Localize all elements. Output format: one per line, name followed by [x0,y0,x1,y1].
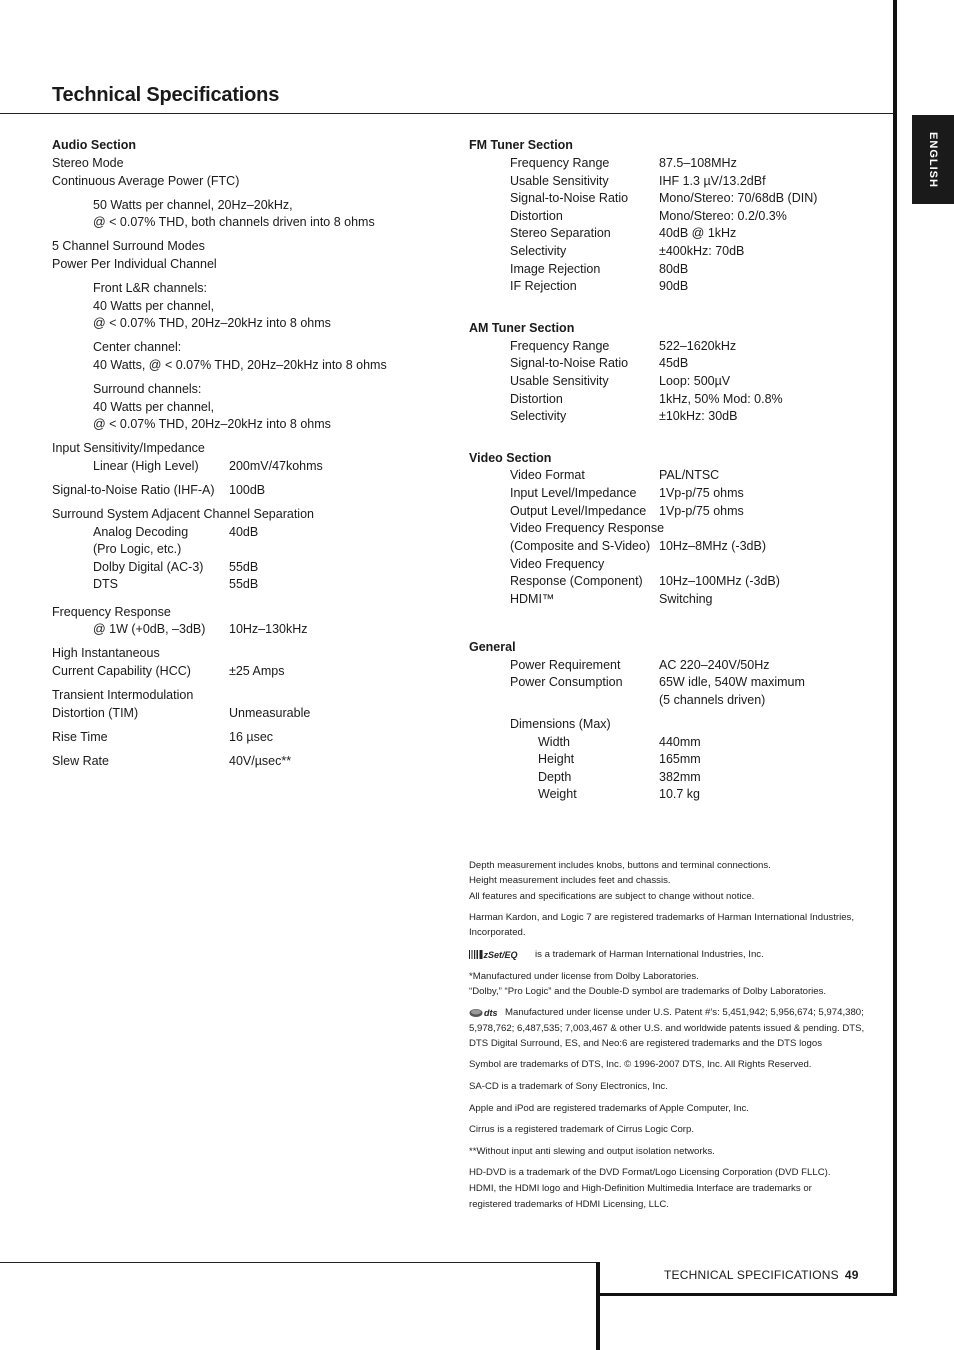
footnote: Cirrus is a registered trademark of Cirrus Logic Corp. [469,1124,694,1135]
spec-value: 1Vp-p/75 ohms [659,504,744,518]
spec-label: Video Frequency Response [510,521,665,535]
spec-label: Response (Component) [510,574,643,588]
footnote: SA-CD is a trademark of Sony Electronics, Inc. [469,1081,668,1092]
spec-label: Input Sensitivity/Impedance [52,441,205,455]
spec-value: 10Hz–130kHz [229,622,308,636]
footnote-text: Manufactured under license under U.S. Patent #’s: 5,451,942; 5,956,674; 5,974,380; [505,1007,864,1018]
am-heading: AM Tuner Section [469,321,575,335]
spec-label: Usable Sensitivity [510,174,609,188]
spec-label: Dimensions (Max) [510,717,611,731]
spec-label: Signal-to-Noise Ratio (IHF-A) [52,483,215,497]
spec-detail: Surround channels: [93,382,202,396]
spec-label: Selectivity [510,244,567,258]
spec-label: Usable Sensitivity [510,374,609,388]
svg-text:dts: dts [484,1007,498,1018]
spec-label: Distortion [510,392,563,406]
spec-value: Switching [659,592,713,606]
spec-value: 90dB [659,279,689,293]
spec-value: 1kHz, 50% Mod: 0.8% [659,392,783,406]
spec-label: Selectivity [510,409,567,423]
spec-value: 65W idle, 540W maximum [659,675,805,689]
spec-label: (Pro Logic, etc.) [93,542,182,556]
spec-detail: 40 Watts per channel, [93,400,215,414]
general-heading: General [469,640,516,654]
spec-value: 87.5–108MHz [659,156,737,170]
spec-label: Power Consumption [510,675,623,689]
spec-value: Unmeasurable [229,706,311,720]
spec-label: Frequency Response [52,605,171,619]
spec-value: 16 µsec [229,730,274,744]
fm-heading: FM Tuner Section [469,138,573,152]
footnote: Symbol are trademarks of DTS, Inc. © 1996-2007 DTS, Inc. All Rights Reserved. [469,1059,812,1070]
spec-value: ±10kHz: 30dB [659,409,738,423]
footer-bar-horizontal [596,1293,897,1296]
spec-value: 55dB [229,560,259,574]
spec-label: Analog Decoding [93,525,189,539]
spec-value: 200mV/47kohms [229,459,323,473]
spec-value: 1Vp-p/75 ohms [659,486,744,500]
top-rule [0,113,894,114]
spec-label: Continuous Average Power (FTC) [52,174,240,188]
footnote: All features and specifications are subject to change without notice. [469,891,755,902]
footnote: 5,978,762; 6,487,535; 7,003,467 & other U.S. and worldwide patents issued & pending. DTS, [469,1023,865,1034]
spec-label: Linear (High Level) [93,459,199,473]
spec-value: Loop: 500µV [659,374,731,388]
footnote: Height measurement includes feet and chassis. [469,875,671,886]
spec-value: 10Hz–8MHz (-3dB) [659,539,766,553]
spec-detail: @ < 0.07% THD, 20Hz–20kHz into 8 ohms [93,316,331,330]
footnote: registered trademarks of HDMI Licensing, LLC. [469,1199,669,1210]
spec-value: 40dB @ 1kHz [659,226,737,240]
spec-label: Stereo Separation [510,226,611,240]
footnote-text: is a trademark of Harman International Industries, Inc. [535,949,764,960]
footer-label: TECHNICAL SPECIFICATIONS [664,1268,839,1282]
bottom-rule [0,1262,598,1263]
spec-label: Surround System Adjacent Channel Separation [52,507,314,521]
footnote: Apple and iPod are registered trademarks of Apple Computer, Inc. [469,1103,749,1114]
spec-value: IHF 1.3 µV/13.2dBf [659,174,766,188]
spec-label: Signal-to-Noise Ratio [510,356,629,370]
page-title: Technical Specifications [52,84,280,106]
page-footer [664,1268,859,1282]
spec-label: Depth [538,770,572,784]
spec-value: ±25 Amps [229,664,285,678]
spec-label: Dolby Digital (AC-3) [93,560,204,574]
spec-label: Distortion (TIM) [52,706,139,720]
spec-label: Current Capability (HCC) [52,664,191,678]
svg-text:zSet/EQ: zSet/EQ [483,949,518,960]
spec-value: ±400kHz: 70dB [659,244,745,258]
footnote-ezset [469,947,764,963]
audio-heading: Audio Section [52,138,137,152]
spec-value: Mono/Stereo: 0.2/0.3% [659,209,787,223]
spec-label: HDMI™ [510,592,555,606]
spec-value: 522–1620kHz [659,339,737,353]
spec-label: 5 Channel Surround Modes [52,239,205,253]
spec-label: Rise Time [52,730,108,744]
spec-value: 440mm [659,735,701,749]
spec-value: (5 channels driven) [659,693,766,707]
footnote: HD-DVD is a trademark of the DVD Format/Logo Licensing Corporation (DVD FLLC). [469,1167,831,1178]
spec-detail: 50 Watts per channel, 20Hz–20kHz, [93,198,293,212]
right-edge-bar [893,0,897,1296]
spec-label: @ 1W (+0dB, –3dB) [93,622,206,636]
spec-label: DTS [93,577,118,591]
spec-label: Output Level/Impedance [510,504,647,518]
spec-label: Distortion [510,209,563,223]
spec-label: Video Format [510,468,585,482]
spec-label: (Composite and S-Video) [510,539,651,553]
spec-label: Power Requirement [510,658,621,672]
spec-label: Transient Intermodulation [52,688,194,702]
spec-detail: Front L&R channels: [93,281,207,295]
spec-detail: 40 Watts per channel, [93,299,215,313]
ezset-logo [469,949,531,960]
spec-value: AC 220–240V/50Hz [659,658,770,672]
video-heading: Video Section [469,451,552,465]
spec-label: Slew Rate [52,754,109,768]
footer-bar-vertical [596,1262,600,1350]
spec-label: Width [538,735,570,749]
spec-label: Frequency Range [510,156,610,170]
footnote: Depth measurement includes knobs, buttons and terminal connections. [469,860,771,871]
spec-value: 382mm [659,770,701,784]
spec-detail: Center channel: [93,340,182,354]
language-tab-label: ENGLISH [927,131,939,188]
spec-value: PAL/NTSC [659,468,720,482]
page-number: 49 [844,1268,859,1282]
footnote: Incorporated. [469,927,526,938]
footnote: **Without input anti slewing and output isolation networks. [469,1146,715,1157]
footnote-dts [469,1005,864,1021]
spec-label: Video Frequency [510,557,605,571]
spec-label: Frequency Range [510,339,610,353]
footnote: *Manufactured under license from Dolby Laboratories. [469,971,699,982]
spec-label: High Instantaneous [52,646,160,660]
spec-value: 55dB [229,577,259,591]
spec-value: 10.7 kg [659,787,701,801]
spec-value: Mono/Stereo: 70/68dB (DIN) [659,191,818,205]
spec-detail: 40 Watts, @ < 0.07% THD, 20Hz–20kHz into 8 ohms [93,358,387,372]
spec-value: 165mm [659,752,701,766]
spec-detail: @ < 0.07% THD, 20Hz–20kHz into 8 ohms [93,417,331,431]
spec-value: 80dB [659,262,689,276]
language-tab [912,115,954,204]
spec-label: Image Rejection [510,262,601,276]
spec-label: Signal-to-Noise Ratio [510,191,629,205]
spec-value: 40V/µsec** [229,754,292,768]
footnote: DTS Digital Surround, ES, and Neo:6 are registered trademarks and the DTS logos [469,1038,823,1049]
spec-label: Input Level/Impedance [510,486,637,500]
spec-label: Height [538,752,575,766]
footnote: Harman Kardon, and Logic 7 are registered trademarks of Harman International Industries, [469,912,855,923]
spec-label: IF Rejection [510,279,577,293]
spec-value: 40dB [229,525,259,539]
footnote: HDMI, the HDMI logo and High-Definition Multimedia Interface are trademarks or [469,1183,812,1194]
spec-label: Stereo Mode [52,156,124,170]
spec-value: 45dB [659,356,689,370]
footnote: “Dolby,” “Pro Logic” and the Double-D symbol are trademarks of Dolby Laboratories. [469,986,827,997]
spec-label: Weight [538,787,577,801]
spec-value: 10Hz–100MHz (-3dB) [659,574,780,588]
dts-logo [469,1007,501,1018]
spec-value: 100dB [229,483,266,497]
spec-label: Power Per Individual Channel [52,257,217,271]
spec-detail: @ < 0.07% THD, both channels driven into 8 ohms [93,215,375,229]
